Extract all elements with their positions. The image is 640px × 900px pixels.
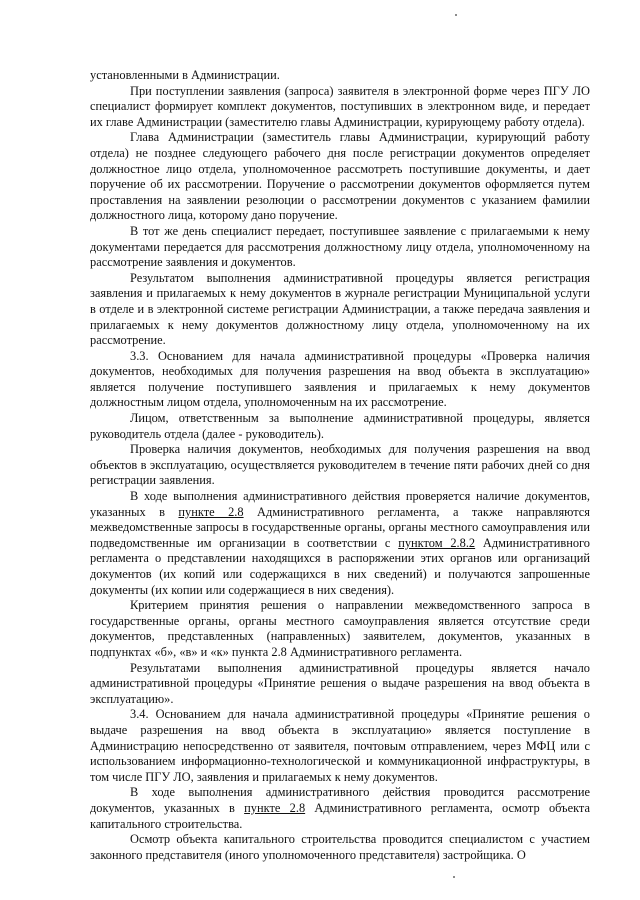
paragraph xyxy=(90,68,590,84)
paragraph-text: Результатами выполнения административной процедуры является начало административной процедуры «Принятие решения о выдаче разрешения на ввод объекта в эксплуатацию». xyxy=(90,660,590,706)
paragraph-text: Результатом выполнения административной процедуры является регистрация заявления и прилагаемых к нему документов в журнале регистрации Муниципальной услуги в отделе и в электронной системе регистрации Администрации, а также передача заявления и прилагаемых к нему документов должностному лицу отдела, уполномоченному на их рассмотрение. xyxy=(90,270,590,348)
regulation-reference-link[interactable]: пункте 2.8 xyxy=(178,504,244,519)
paragraph xyxy=(90,442,590,489)
paragraph xyxy=(90,224,590,271)
paragraph xyxy=(90,349,590,411)
paragraph xyxy=(90,661,590,708)
paragraph xyxy=(90,411,590,442)
regulation-reference-link[interactable]: пункте 2.8 xyxy=(244,800,306,815)
paragraph-text: Лицом, ответственным за выполнение административной процедуры, является руководитель отдела (далее - руководитель). xyxy=(90,411,590,441)
paragraph xyxy=(90,84,590,131)
paragraph xyxy=(90,785,590,832)
paragraph-text: Глава Администрации (заместитель главы Администрации, курирующий работу отдела) не позднее следующего рабочего дня после регистрации документов определяет должностное лицо отдела, уполномоченное рассмотреть поступившие документы, и дает поручение об их рассмотрении. Поручение о рассмотрении документов оформляется путем проставления на заявлении резолюции о рассмотрении документов с указанием фамилии должностного лица, которому дано поручение. xyxy=(90,130,590,223)
paragraph-text: Административного регламента, осмотр объекта капитального строительства. xyxy=(90,800,590,831)
paragraph-text: 3.3. Основанием для начала административной процедуры «Проверка наличия документов, необходимых для получения разрешения на ввод объекта в эксплуатацию» является получение поступившего заявления и прилагаемых к нему документов должностным лицом отдела, уполномоченным на их рассмотрение. xyxy=(90,348,590,410)
paragraph-text: Проверка наличия документов, необходимых для получения разрешения на ввод объектов в эксплуатацию, осуществляется руководителем в течение пяти рабочих дней со дня регистрации заявления. xyxy=(90,442,590,488)
scan-speck xyxy=(453,876,455,878)
regulation-reference-link[interactable]: пунктом 2.8.2 xyxy=(398,535,476,550)
paragraph-text: Критерием принятия решения о направлении межведомственного запроса в государственные органы, органы местного самоуправления является отсутствие среди документов, представленных (направленных) заявителем, документов, указанных в подпунктах «б», «в» и «к» пункта 2.8 Административного регламента. xyxy=(90,598,590,659)
paragraph-text: Административного регламента, а также направляются межведомственные запросы в государственные органы, органы местного самоуправления или подведомственные им организации в соответствии с xyxy=(90,504,591,550)
paragraph-text: 3.4. Основанием для начала административной процедуры «Принятие решения о выдаче разрешения на ввод объекта в эксплуатацию» является поступление в Администрацию непосредственно от заявителя, почтовым отправлением, через МФЦ или с использованием информационно-технологической и коммуникационной инфраструктуры, в том числе ПГУ ЛО, заявления и прилагаемых к нему документов. xyxy=(90,707,590,784)
paragraph-text: При поступлении заявления (запроса) заявителя в электронной форме через ПГУ ЛО специалист формирует комплект документов, поступивших в электронном виде, и передает их главе Администрации (заместителю главы Администрации, курирующему работу отдела). xyxy=(90,83,590,129)
paragraph-text: В ходе выполнения административного действия проводится рассмотрение документов, указанных в xyxy=(90,785,590,815)
document-page xyxy=(90,68,590,863)
paragraph xyxy=(90,832,590,863)
paragraph xyxy=(90,130,590,224)
scan-speck xyxy=(455,14,457,16)
paragraph xyxy=(90,489,590,598)
paragraph-text: В тот же день специалист передает, поступившее заявление с прилагаемыми к нему документами передается для рассмотрения должностному лицу отдела, уполномоченному на рассмотрение заявления и документов. xyxy=(90,223,590,270)
paragraph-text: Административного регламента о представлении находящихся в распоряжении этих органов или организаций документов (их копий или содержащихся в них сведений) и получаются запрошенные документы (их копии или содержащиеся в них сведения). xyxy=(90,535,591,597)
paragraph xyxy=(90,271,590,349)
paragraph-text: установленными в Администрации. xyxy=(90,68,280,82)
paragraph xyxy=(90,707,590,785)
paragraph xyxy=(90,598,590,660)
paragraph-text: В ходе выполнения административного действия проверяется наличие документов, указанных в xyxy=(90,489,590,519)
paragraph-text: Осмотр объекта капитального строительства проводится специалистом с участием законного представителя (иного уполномоченного представителя) застройщика. О xyxy=(90,832,590,862)
